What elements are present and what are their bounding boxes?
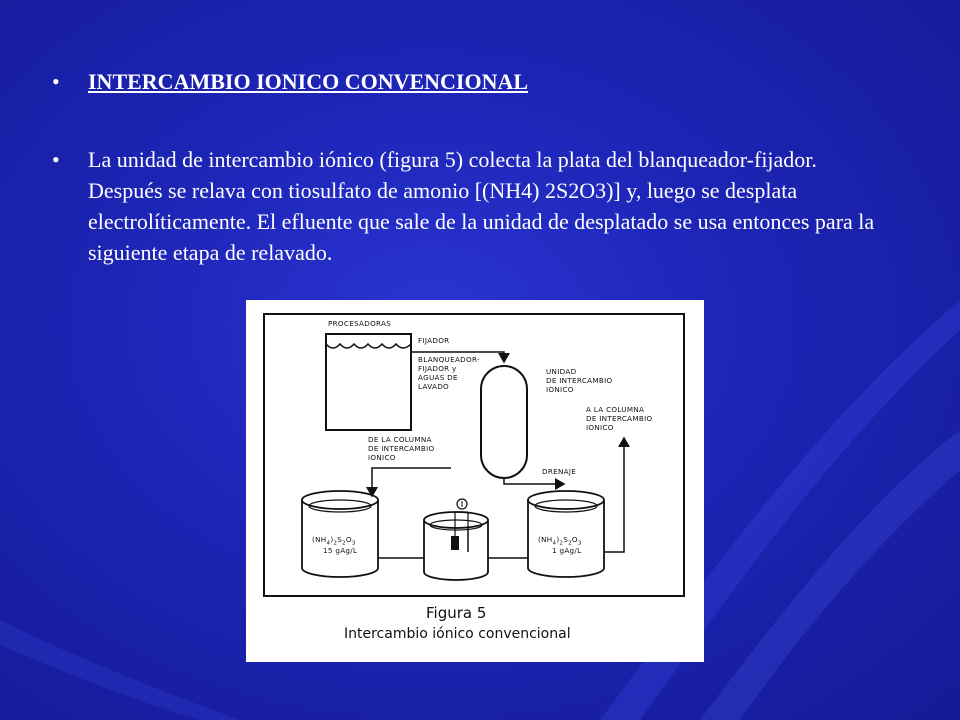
ion-exchange-column (481, 366, 527, 478)
label-procesadoras: PROCESADORAS (328, 319, 392, 328)
label-unidad-3: IONICO (546, 385, 574, 394)
label-a-columna-1: A LA COLUMNA (586, 405, 645, 414)
figure-caption-title: Figura 5 (426, 604, 487, 622)
ion-exchange-diagram (246, 300, 704, 662)
label-fijador: FIJADOR (418, 336, 450, 345)
label-drenaje: DRENAJE (542, 467, 577, 476)
figure-5-panel (246, 300, 704, 662)
bullet-marker: • (52, 69, 60, 94)
label-de-columna-2: DE INTERCAMBIO (368, 444, 435, 453)
label-a-columna-3: IONICO (586, 423, 614, 432)
label-blanqueador-4: LAVADO (418, 382, 449, 391)
label-blanqueador-3: AGUAS DE (418, 373, 458, 382)
tank-left-concentration: 15 gAg/L (323, 546, 358, 555)
figure-caption-subtitle: Intercambio iónico convencional (344, 626, 571, 642)
electrolytic-cell (424, 512, 488, 580)
pipe-right-to-column (604, 438, 624, 552)
processor-tank (326, 334, 411, 430)
left-tank (302, 491, 378, 577)
label-unidad-2: DE INTERCAMBIO (546, 376, 613, 385)
label-blanqueador-1: BLANQUEADOR- (418, 355, 480, 364)
tank-left-formula: $(NH_4)_2S_2O_3$ (312, 535, 356, 547)
bullet-marker: • (52, 147, 60, 172)
label-unidad-1: UNIDAD (546, 367, 577, 376)
tank-right-formula: $(NH_4)_2S_2O_3$ (538, 535, 582, 547)
right-tank (528, 491, 604, 577)
slide-heading: INTERCAMBIO IONICO CONVENCIONAL (88, 69, 529, 94)
slide-paragraph: La unidad de intercambio iónico (figura 5) colecta la plata del blanqueador-fijador. Después se relava con tiosulfato de amonio [(NH4) 2S2O3)] y, luego se desplata electrolíticamente. El efluente que sale de la unidad de desplatado se usa entonces para la siguiente etapa de relavado. (88, 147, 875, 265)
label-de-columna-1: DE LA COLUMNA (368, 435, 432, 444)
tank-right-concentration: 1 gAg/L (552, 546, 582, 555)
pipe-drain (504, 478, 564, 484)
label-a-columna-2: DE INTERCAMBIO (586, 414, 653, 423)
label-blanqueador-2: FIJADOR y (418, 364, 457, 373)
label-de-columna-3: IONICO (368, 453, 396, 462)
pipe-from-column (372, 468, 451, 496)
